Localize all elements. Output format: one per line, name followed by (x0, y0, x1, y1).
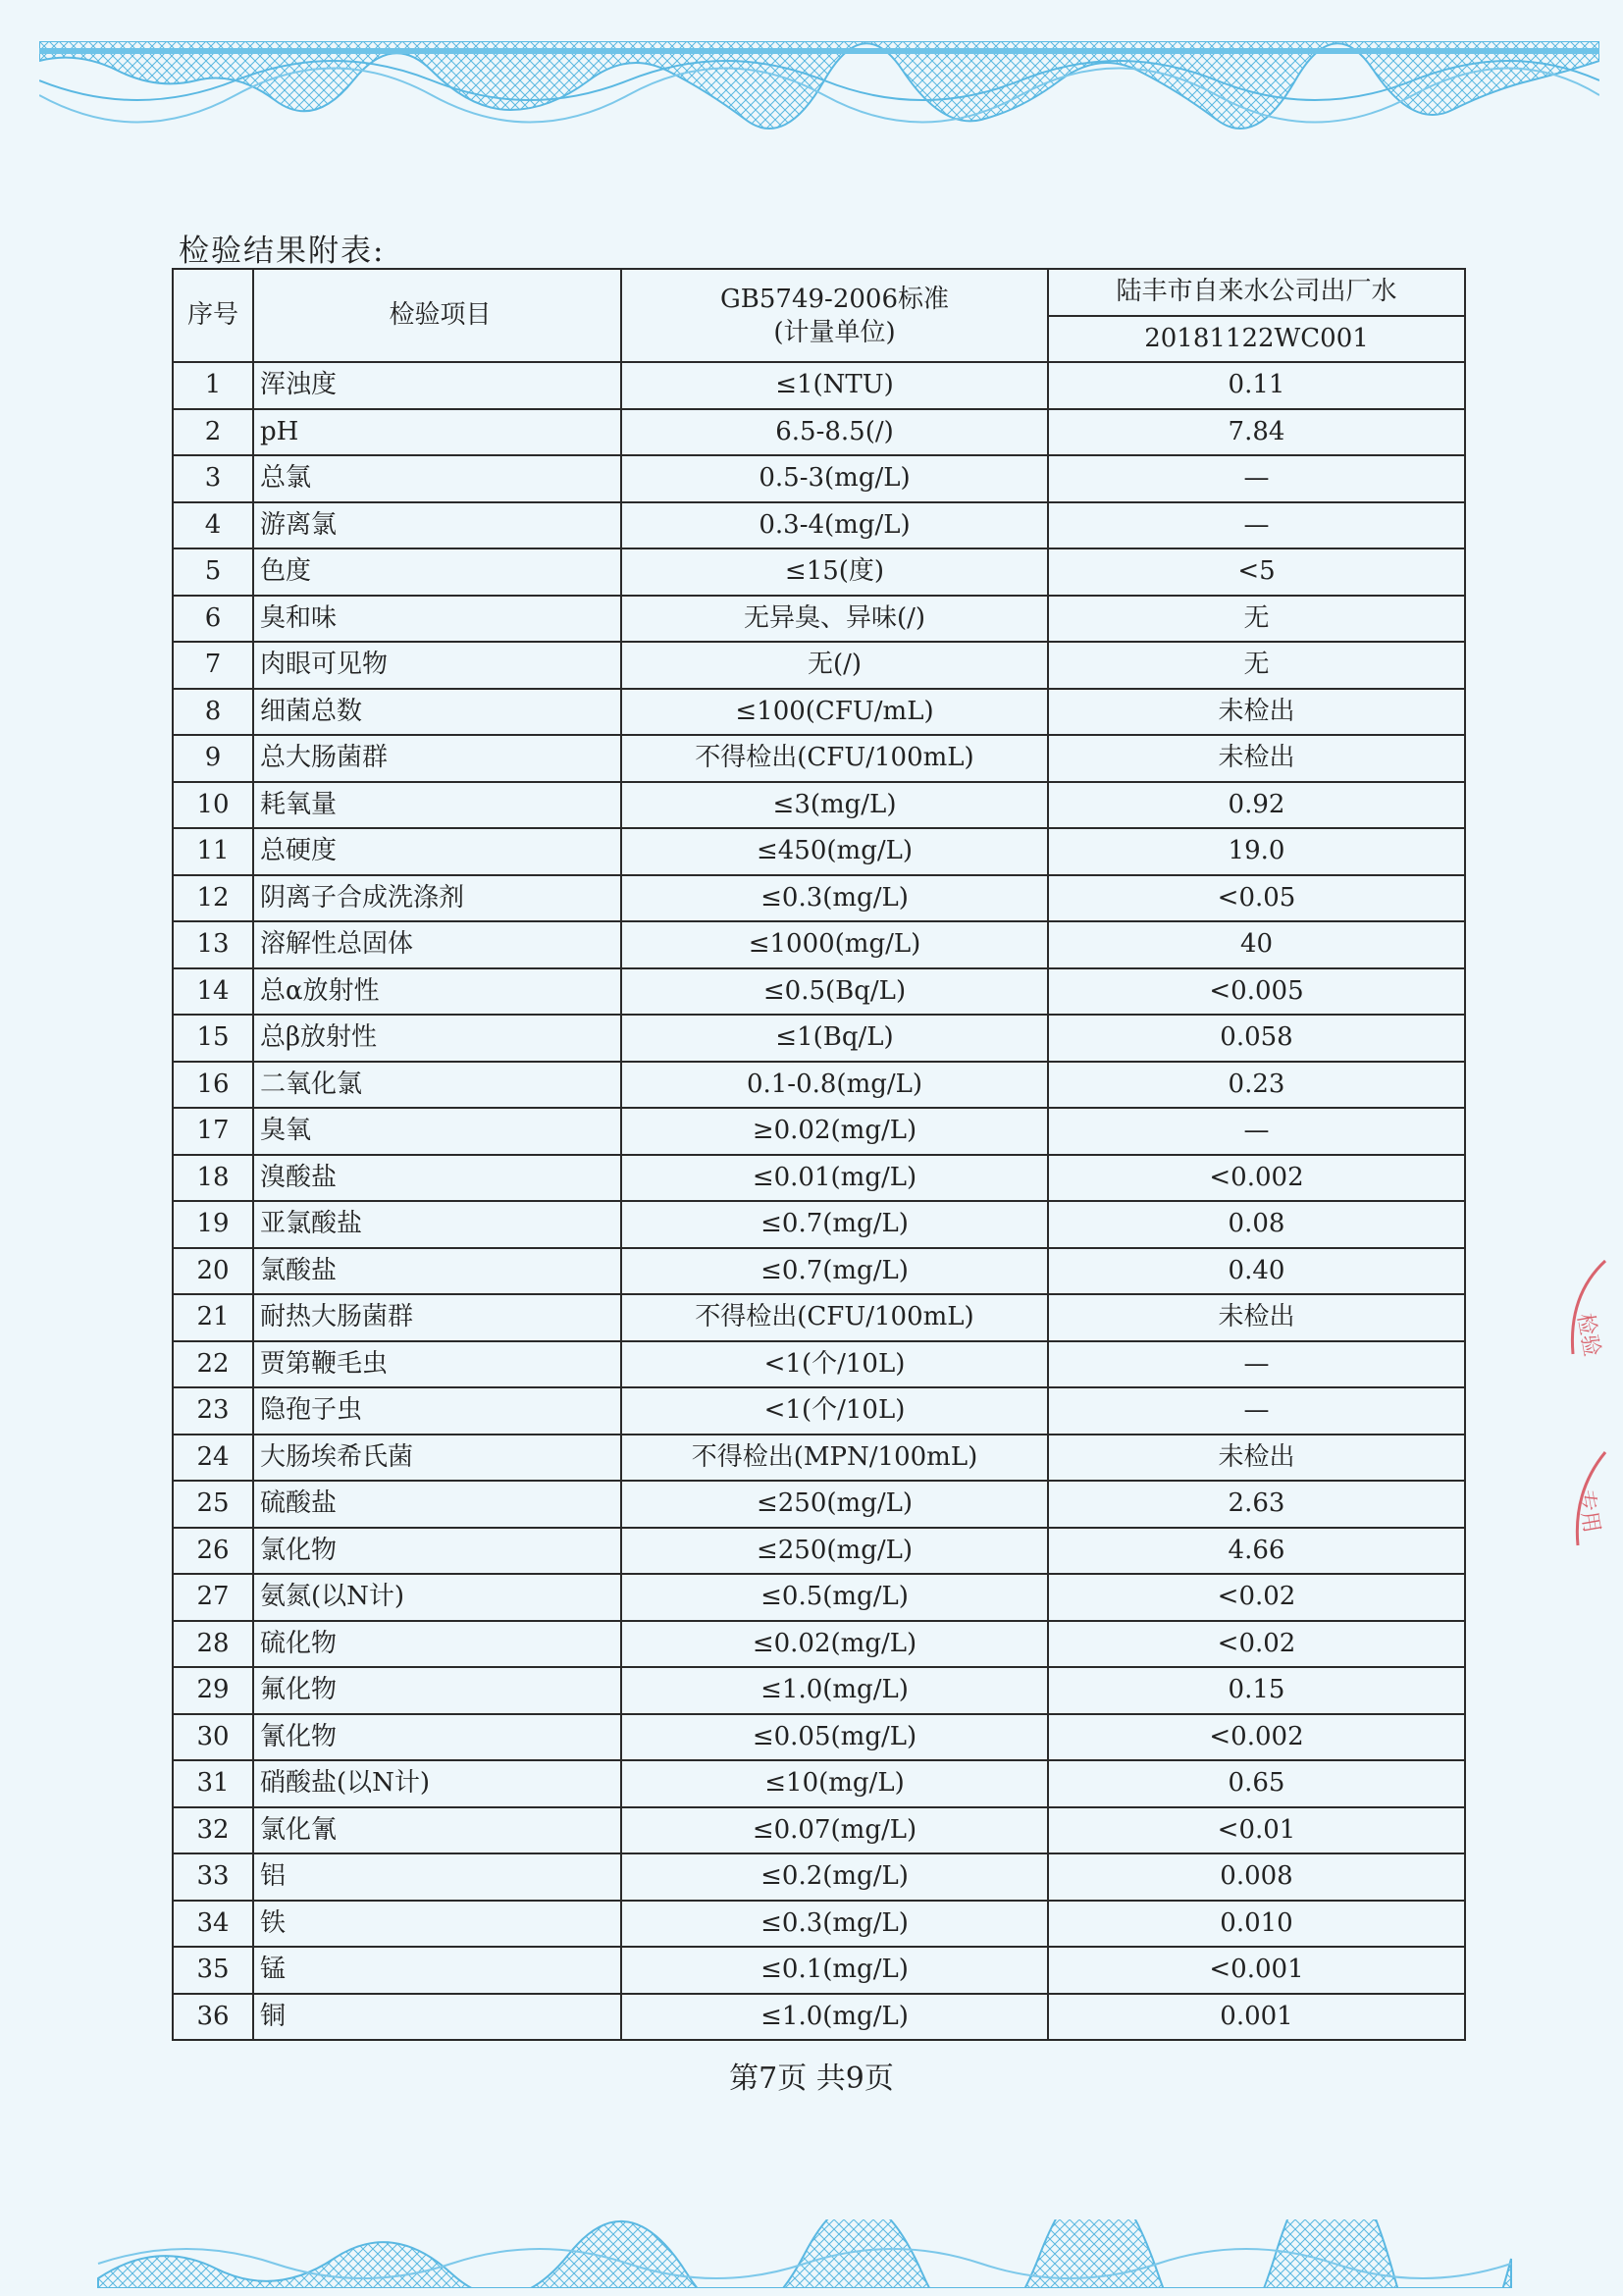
row-number: 16 (173, 1062, 253, 1109)
decorative-guilloche-footer (39, 2219, 1599, 2288)
row-number: 30 (173, 1714, 253, 1761)
table-row (173, 1947, 1465, 1994)
row-number: 10 (173, 782, 253, 829)
row-number: 25 (173, 1481, 253, 1528)
row-item: 细菌总数 (253, 689, 621, 736)
table-row (173, 362, 1465, 409)
row-standard: ≤0.2(mg/L) (621, 1853, 1048, 1901)
table-caption: 检验结果附表: (179, 234, 386, 269)
row-item: 总氯 (253, 455, 621, 502)
row-result: 0.15 (1048, 1667, 1465, 1714)
table-row (173, 1853, 1465, 1901)
row-item: 隐孢子虫 (253, 1387, 621, 1435)
row-result: — (1048, 1341, 1465, 1388)
table-row (173, 409, 1465, 456)
row-standard: 无异臭、异味(/) (621, 596, 1048, 643)
svg-text:检验: 检验 (1572, 1311, 1604, 1359)
table-row (173, 1481, 1465, 1528)
row-number: 19 (173, 1201, 253, 1248)
row-result: <0.002 (1048, 1155, 1465, 1202)
row-standard: ≥0.02(mg/L) (621, 1108, 1048, 1155)
table-row (173, 1714, 1465, 1761)
row-result: — (1048, 1387, 1465, 1435)
header-no: 序号 (173, 269, 253, 362)
results-table (172, 268, 1466, 2041)
row-item: 二氧化氯 (253, 1062, 621, 1109)
row-standard: ≤3(mg/L) (621, 782, 1048, 829)
header-standard (621, 269, 1048, 362)
row-result: 0.08 (1048, 1201, 1465, 1248)
table-row (173, 1435, 1465, 1482)
row-standard: ≤0.3(mg/L) (621, 1901, 1048, 1948)
row-item: 锰 (253, 1947, 621, 1994)
row-standard: ≤1.0(mg/L) (621, 1667, 1048, 1714)
row-result: 0.65 (1048, 1760, 1465, 1807)
row-result: 2.63 (1048, 1481, 1465, 1528)
row-result: <0.01 (1048, 1807, 1465, 1854)
row-item: 大肠埃希氏菌 (253, 1435, 621, 1482)
table-row (173, 502, 1465, 549)
table-row (173, 1155, 1465, 1202)
row-item: 色度 (253, 548, 621, 596)
header-sample-id: 20181122WC001 (1048, 316, 1465, 363)
table-row (173, 1294, 1465, 1341)
row-item: 臭氧 (253, 1108, 621, 1155)
row-standard: ≤0.7(mg/L) (621, 1248, 1048, 1295)
row-number: 34 (173, 1901, 253, 1948)
row-standard: ≤10(mg/L) (621, 1760, 1048, 1807)
row-result: 0.008 (1048, 1853, 1465, 1901)
row-result: 未检出 (1048, 1294, 1465, 1341)
row-result: 无 (1048, 596, 1465, 643)
page-number: 第7页 共9页 (729, 2061, 894, 2096)
table-row (173, 968, 1465, 1016)
table-row (173, 875, 1465, 922)
row-standard: 不得检出(MPN/100mL) (621, 1435, 1048, 1482)
row-standard: ≤15(度) (621, 548, 1048, 596)
row-number: 14 (173, 968, 253, 1016)
table-row (173, 782, 1465, 829)
row-number: 11 (173, 828, 253, 875)
row-standard: ≤250(mg/L) (621, 1481, 1048, 1528)
row-result: 40 (1048, 921, 1465, 968)
row-result: 0.92 (1048, 782, 1465, 829)
row-number: 23 (173, 1387, 253, 1435)
table-row (173, 1574, 1465, 1621)
results-table-body (173, 362, 1465, 2040)
header-item: 检验项目 (253, 269, 621, 362)
row-result: <5 (1048, 548, 1465, 596)
row-result: 0.010 (1048, 1901, 1465, 1948)
row-item: 硝酸盐(以N计) (253, 1760, 621, 1807)
row-result: 未检出 (1048, 735, 1465, 782)
row-standard: ≤250(mg/L) (621, 1528, 1048, 1575)
table-row (173, 1015, 1465, 1062)
row-item: 浑浊度 (253, 362, 621, 409)
row-standard: ≤1(NTU) (621, 362, 1048, 409)
row-standard: 0.5-3(mg/L) (621, 455, 1048, 502)
row-result: 19.0 (1048, 828, 1465, 875)
row-item: 溶解性总固体 (253, 921, 621, 968)
row-standard: <1(个/10L) (621, 1387, 1048, 1435)
row-item: 硫酸盐 (253, 1481, 621, 1528)
row-number: 8 (173, 689, 253, 736)
row-item: 阴离子合成洗涤剂 (253, 875, 621, 922)
row-number: 2 (173, 409, 253, 456)
row-result: <0.005 (1048, 968, 1465, 1016)
header-standard-line1: GB5749-2006标准 (720, 284, 949, 314)
row-standard: ≤0.07(mg/L) (621, 1807, 1048, 1854)
table-row (173, 642, 1465, 689)
row-item: 氨氮(以N计) (253, 1574, 621, 1621)
row-standard: ≤1000(mg/L) (621, 921, 1048, 968)
row-number: 13 (173, 921, 253, 968)
row-number: 27 (173, 1574, 253, 1621)
row-number: 26 (173, 1528, 253, 1575)
row-number: 15 (173, 1015, 253, 1062)
row-item: 总β放射性 (253, 1015, 621, 1062)
row-number: 22 (173, 1341, 253, 1388)
table-row (173, 1621, 1465, 1668)
table-row (173, 1108, 1465, 1155)
row-result: 0.058 (1048, 1015, 1465, 1062)
table-row (173, 455, 1465, 502)
row-number: 35 (173, 1947, 253, 1994)
row-result: — (1048, 502, 1465, 549)
row-standard: 6.5-8.5(/) (621, 409, 1048, 456)
row-item: 耗氧量 (253, 782, 621, 829)
row-number: 31 (173, 1760, 253, 1807)
row-standard: ≤0.5(Bq/L) (621, 968, 1048, 1016)
row-result: 4.66 (1048, 1528, 1465, 1575)
row-item: 铝 (253, 1853, 621, 1901)
row-standard: ≤0.7(mg/L) (621, 1201, 1048, 1248)
row-item: 溴酸盐 (253, 1155, 621, 1202)
table-row (173, 1901, 1465, 1948)
table-row (173, 1201, 1465, 1248)
row-standard: 不得检出(CFU/100mL) (621, 735, 1048, 782)
row-item: 氟化物 (253, 1667, 621, 1714)
row-item: 游离氯 (253, 502, 621, 549)
row-standard: 0.3-4(mg/L) (621, 502, 1048, 549)
row-item: 贾第鞭毛虫 (253, 1341, 621, 1388)
row-standard: ≤100(CFU/mL) (621, 689, 1048, 736)
row-item: 亚氯酸盐 (253, 1201, 621, 1248)
row-item: 氰化物 (253, 1714, 621, 1761)
row-result: 未检出 (1048, 689, 1465, 736)
row-standard: ≤0.05(mg/L) (621, 1714, 1048, 1761)
row-number: 33 (173, 1853, 253, 1901)
row-number: 7 (173, 642, 253, 689)
row-standard: ≤1.0(mg/L) (621, 1994, 1048, 2041)
row-number: 5 (173, 548, 253, 596)
table-row (173, 1062, 1465, 1109)
row-result: 0.40 (1048, 1248, 1465, 1295)
row-result: <0.001 (1048, 1947, 1465, 1994)
row-result: 0.23 (1048, 1062, 1465, 1109)
header-sample-source: 陆丰市自来水公司出厂水 (1048, 269, 1465, 316)
row-standard: ≤450(mg/L) (621, 828, 1048, 875)
row-result: 7.84 (1048, 409, 1465, 456)
row-result: — (1048, 455, 1465, 502)
row-standard: ≤0.3(mg/L) (621, 875, 1048, 922)
row-item: 氯酸盐 (253, 1248, 621, 1295)
row-number: 3 (173, 455, 253, 502)
row-number: 28 (173, 1621, 253, 1668)
table-row (173, 548, 1465, 596)
row-result: 未检出 (1048, 1435, 1465, 1482)
table-row (173, 1667, 1465, 1714)
row-result: — (1048, 1108, 1465, 1155)
table-row (173, 1994, 1465, 2041)
row-standard: 0.1-0.8(mg/L) (621, 1062, 1048, 1109)
row-standard: <1(个/10L) (621, 1341, 1048, 1388)
row-item: 铜 (253, 1994, 621, 2041)
row-item: pH (253, 409, 621, 456)
row-item: 氯化物 (253, 1528, 621, 1575)
row-result: 0.11 (1048, 362, 1465, 409)
row-number: 6 (173, 596, 253, 643)
row-number: 36 (173, 1994, 253, 2041)
row-number: 4 (173, 502, 253, 549)
table-row (173, 689, 1465, 736)
row-result: <0.05 (1048, 875, 1465, 922)
row-item: 肉眼可见物 (253, 642, 621, 689)
row-standard: ≤0.02(mg/L) (621, 1621, 1048, 1668)
row-standard: 不得检出(CFU/100mL) (621, 1294, 1048, 1341)
table-row (173, 1528, 1465, 1575)
row-standard: ≤1(Bq/L) (621, 1015, 1048, 1062)
row-number: 21 (173, 1294, 253, 1341)
row-number: 24 (173, 1435, 253, 1482)
row-result: 无 (1048, 642, 1465, 689)
row-item: 臭和味 (253, 596, 621, 643)
row-number: 12 (173, 875, 253, 922)
header-standard-line2: (计量单位) (773, 317, 896, 347)
table-row (173, 1760, 1465, 1807)
row-item: 耐热大肠菌群 (253, 1294, 621, 1341)
row-result: <0.02 (1048, 1574, 1465, 1621)
table-row (173, 1807, 1465, 1854)
row-result: <0.02 (1048, 1621, 1465, 1668)
row-standard: 无(/) (621, 642, 1048, 689)
row-item: 氯化氰 (253, 1807, 621, 1854)
table-row (173, 1341, 1465, 1388)
svg-text:专用: 专用 (1572, 1487, 1604, 1536)
row-standard: ≤0.5(mg/L) (621, 1574, 1048, 1621)
row-item: 总硬度 (253, 828, 621, 875)
row-number: 20 (173, 1248, 253, 1295)
decorative-guilloche-header (39, 41, 1599, 159)
row-number: 18 (173, 1155, 253, 1202)
row-standard: ≤0.1(mg/L) (621, 1947, 1048, 1994)
table-row (173, 735, 1465, 782)
table-row (173, 596, 1465, 643)
row-item: 铁 (253, 1901, 621, 1948)
table-row (173, 921, 1465, 968)
row-item: 总α放射性 (253, 968, 621, 1016)
row-number: 1 (173, 362, 253, 409)
table-row (173, 828, 1465, 875)
row-result: <0.002 (1048, 1714, 1465, 1761)
row-number: 32 (173, 1807, 253, 1854)
row-item: 硫化物 (253, 1621, 621, 1668)
row-item: 总大肠菌群 (253, 735, 621, 782)
red-seal-stamp-fragment (1548, 1256, 1607, 1550)
table-row (173, 1248, 1465, 1295)
row-standard: ≤0.01(mg/L) (621, 1155, 1048, 1202)
row-number: 17 (173, 1108, 253, 1155)
table-row (173, 1387, 1465, 1435)
row-result: 0.001 (1048, 1994, 1465, 2041)
row-number: 29 (173, 1667, 253, 1714)
row-number: 9 (173, 735, 253, 782)
